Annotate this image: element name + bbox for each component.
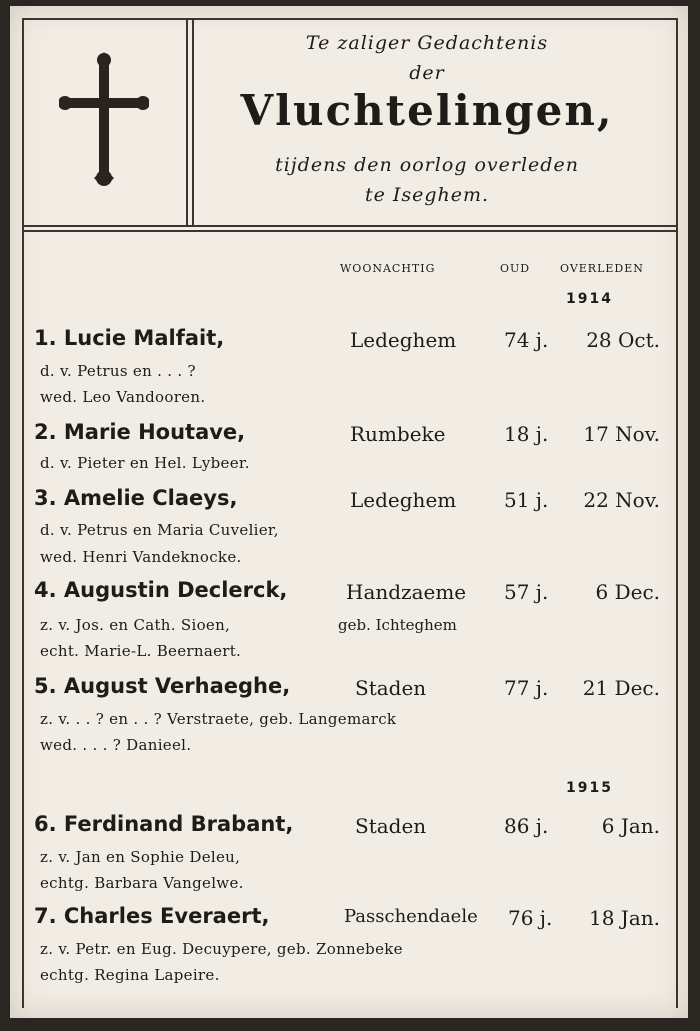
entry-place: Handzaeme — [346, 580, 467, 604]
entry-parents: d. v. Petrus en Maria Cuvelier, — [40, 521, 279, 539]
entry-date: 22 Nov. — [583, 488, 660, 512]
entry-age: 57 j. — [504, 580, 549, 604]
entry-place: Passchendaele — [344, 906, 478, 927]
entry-age: 18 j. — [504, 422, 549, 446]
entry-place: Staden — [355, 676, 427, 700]
entry-date: 6 Dec. — [595, 580, 660, 604]
entry-age: 74 j. — [504, 328, 549, 352]
entry-date: 17 Nov. — [583, 422, 660, 446]
entry-date: 28 Oct. — [586, 328, 660, 352]
entry-age: 77 j. — [504, 676, 549, 700]
entry-parents: z. v. Jan en Sophie Deleu, — [40, 848, 241, 866]
header-divider — [22, 225, 678, 227]
entry-name: 6. Ferdinand Brabant, — [34, 812, 294, 836]
entry-name: 5. August Verhaeghe, — [34, 674, 291, 698]
entry-spouse: wed. Leo Vandooren. — [40, 388, 206, 406]
entry-name: 4. Augustin Declerck, — [34, 578, 288, 602]
title-line-2: der — [409, 62, 445, 84]
column-residence: WOONACHTIG — [340, 262, 436, 275]
entry-parents: d. v. Pieter en Hel. Lybeer. — [40, 454, 250, 472]
title-panel — [198, 18, 656, 222]
year-heading: 1914 — [566, 291, 613, 307]
entry-spouse: echtg. Regina Lapeire. — [40, 966, 220, 984]
entry-parents: z. v. Jos. en Cath. Sioen, — [40, 616, 231, 634]
entry-age: 51 j. — [504, 488, 549, 512]
entry-date: 6 Jan. — [601, 814, 660, 838]
main-title: Vluchtelingen, — [240, 86, 614, 135]
entry-spouse: echt. Marie-L. Beernaert. — [40, 642, 242, 660]
entry-place: Ledeghem — [350, 488, 457, 512]
entry-spouse: echtg. Barbara Vangelwe. — [40, 874, 244, 892]
entry-date: 21 Dec. — [582, 676, 660, 700]
entry-parents: z. v. Petr. en Eug. Decuypere, geb. Zonnebeke — [40, 940, 403, 958]
subtitle-line-1: tijdens den oorlog overleden — [275, 154, 579, 176]
entry-date: 18 Jan. — [589, 906, 660, 930]
entry-name: 3. Amelie Claeys, — [34, 486, 238, 510]
entry-parents: d. v. Petrus en . . . ? — [40, 362, 196, 380]
entry-place: Rumbeke — [350, 422, 446, 446]
column-died: OVERLEDEN — [560, 262, 644, 275]
right-border — [676, 18, 678, 1008]
entry-parents: z. v. . . ? en . . ? Verstraete, geb. Langemarck — [40, 710, 397, 728]
title-line-1: Te zaliger Gedachtenis — [305, 32, 549, 54]
cross-panel — [22, 18, 186, 222]
entry-place: Staden — [355, 814, 427, 838]
header — [22, 18, 656, 222]
entry-name: 7. Charles Everaert, — [34, 904, 270, 928]
entry-spouse: wed. . . . ? Danieel. — [40, 736, 192, 754]
subtitle-line-2: te Iseghem. — [364, 184, 490, 206]
entry-age: 76 j. — [508, 906, 553, 930]
column-age: OUD — [500, 262, 531, 275]
cross-icon — [59, 50, 149, 190]
entry-place: Ledeghem — [350, 328, 457, 352]
entry-spouse: wed. Henri Vandeknocke. — [40, 548, 242, 566]
header-divider-inner — [22, 230, 678, 232]
entry-age: 86 j. — [504, 814, 549, 838]
entry-name: 2. Marie Houtave, — [34, 420, 246, 444]
entry-name: 1. Lucie Malfait, — [34, 326, 225, 350]
entry-birthplace: geb. Ichteghem — [338, 616, 457, 634]
year-heading: 1915 — [566, 780, 613, 796]
